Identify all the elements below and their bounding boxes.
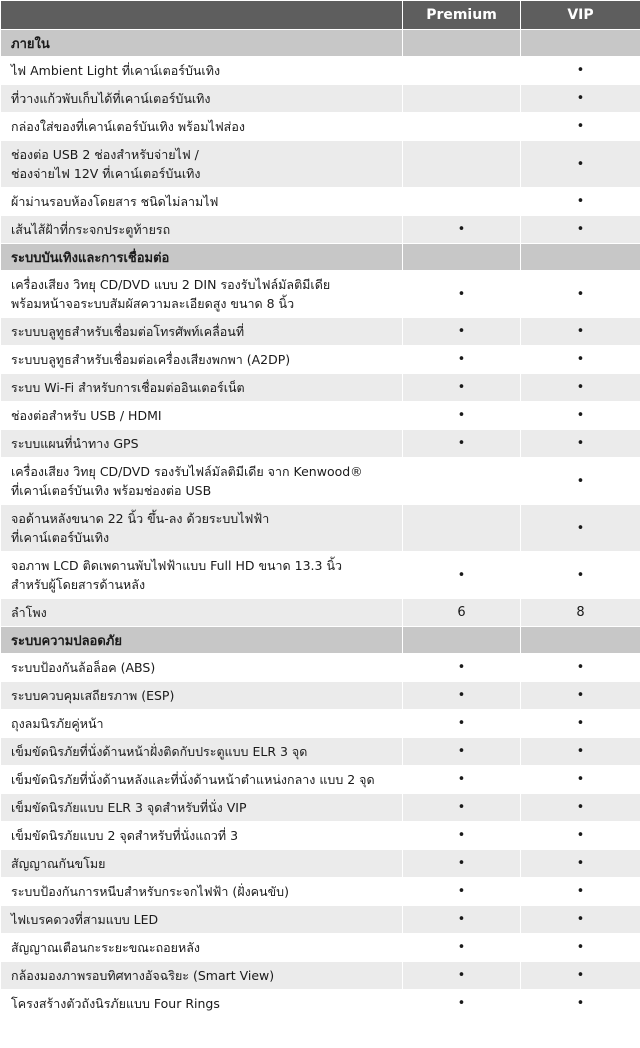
- premium-value: •: [403, 962, 521, 990]
- feature-label: [1, 430, 403, 458]
- feature-label-line: ไฟ Ambient Light ที่เคาน์เตอร์บันเทิง: [11, 63, 221, 78]
- feature-label: [1, 850, 403, 878]
- spec-body: [1, 30, 640, 1018]
- section-header-row: [1, 244, 640, 271]
- feature-label: [1, 962, 403, 990]
- feature-label-line: ช่องต่อสำหรับ USB / HDMI: [11, 408, 162, 423]
- premium-value: •: [403, 430, 521, 458]
- feature-label-line: ลำโพง: [11, 605, 47, 620]
- section-blank-vip: [521, 627, 640, 654]
- premium-value: •: [403, 934, 521, 962]
- vip-value: •: [521, 822, 640, 850]
- feature-label-line: กล้องมองภาพรอบทิศทางอัจฉริยะ (Smart View): [11, 968, 275, 983]
- table-row: [1, 682, 640, 710]
- table-row: [1, 402, 640, 430]
- premium-value: •: [403, 402, 521, 430]
- feature-label-line: ระบบป้องกันการหนีบสำหรับกระจกไฟฟ้า (ฝั่งคนขับ): [11, 884, 289, 899]
- feature-label: [1, 710, 403, 738]
- feature-label: [1, 794, 403, 822]
- table-row: [1, 599, 640, 627]
- feature-label-line: ที่วางแก้วพับเก็บได้ที่เคาน์เตอร์บันเทิง: [11, 91, 211, 106]
- premium-value: •: [403, 710, 521, 738]
- table-row: [1, 271, 640, 318]
- section-header-row: [1, 30, 640, 57]
- table-row: [1, 458, 640, 505]
- table-row: [1, 710, 640, 738]
- premium-value: [403, 141, 521, 188]
- feature-label-line: เครื่องเสียง วิทยุ CD/DVD รองรับไฟล์มัลติมีเดีย จาก Kenwood®: [11, 464, 363, 479]
- feature-label: [1, 738, 403, 766]
- feature-label-line: ระบบบลูทูธสำหรับเชื่อมต่อเครื่องเสียงพกพา (A2DP): [11, 352, 291, 367]
- vip-value: •: [521, 654, 640, 682]
- section-header-row: [1, 627, 640, 654]
- feature-label-line: ระบบบลูทูธสำหรับเชื่อมต่อโทรศัพท์เคลื่อนที่: [11, 324, 245, 339]
- vip-value: •: [521, 682, 640, 710]
- table-row: [1, 216, 640, 244]
- table-row: [1, 85, 640, 113]
- feature-label-line: สัญญาณกันขโมย: [11, 856, 106, 871]
- feature-label-line: จอภาพ LCD ติดเพดานพับไฟฟ้าแบบ Full HD ขนาด 13.3 นิ้ว: [11, 558, 343, 573]
- feature-label-line: ช่องจ่ายไฟ 12V ที่เคาน์เตอร์บันเทิง: [11, 166, 201, 181]
- vip-value: •: [521, 738, 640, 766]
- header-premium: Premium: [403, 1, 521, 30]
- feature-label-line: จอด้านหลังขนาด 22 นิ้ว ขึ้น-ลง ด้วยระบบไฟฟ้า: [11, 511, 270, 526]
- premium-value: •: [403, 654, 521, 682]
- vip-value: 8: [521, 599, 640, 627]
- table-row: [1, 374, 640, 402]
- vip-value: •: [521, 57, 640, 85]
- table-row: [1, 906, 640, 934]
- premium-value: [403, 113, 521, 141]
- table-row: [1, 141, 640, 188]
- premium-value: •: [403, 552, 521, 599]
- vip-value: •: [521, 962, 640, 990]
- premium-value: •: [403, 738, 521, 766]
- vip-value: •: [521, 934, 640, 962]
- vip-value: •: [521, 794, 640, 822]
- feature-label: [1, 654, 403, 682]
- section-blank-vip: [521, 30, 640, 57]
- vip-value: •: [521, 85, 640, 113]
- feature-label-line: โครงสร้างตัวถังนิรภัยแบบ Four Rings: [11, 996, 220, 1011]
- feature-label-line: เส้นไส้ฝ้าที่กระจกประตูท้ายรถ: [11, 222, 171, 237]
- premium-value: [403, 57, 521, 85]
- premium-value: •: [403, 271, 521, 318]
- header-row: [1, 1, 640, 30]
- feature-label: [1, 682, 403, 710]
- vip-value: •: [521, 141, 640, 188]
- vip-value: •: [521, 710, 640, 738]
- table-row: [1, 934, 640, 962]
- premium-value: •: [403, 346, 521, 374]
- table-row: [1, 318, 640, 346]
- vip-value: •: [521, 271, 640, 318]
- feature-label: [1, 141, 403, 188]
- premium-value: •: [403, 906, 521, 934]
- feature-label-line: ระบบป้องกันล้อล็อค (ABS): [11, 660, 156, 675]
- vip-value: •: [521, 878, 640, 906]
- table-row: [1, 57, 640, 85]
- feature-label: [1, 822, 403, 850]
- table-row: [1, 113, 640, 141]
- feature-label: [1, 188, 403, 216]
- feature-label-line: เข็มขัดนิรภัยที่นั่งด้านหลังและที่นั่งด้านหน้าตำแหน่งกลาง แบบ 2 จุด: [11, 772, 375, 787]
- section-title: ระบบความปลอดภัย: [1, 627, 403, 654]
- feature-label: [1, 271, 403, 318]
- vip-value: •: [521, 374, 640, 402]
- feature-label-line: สำหรับผู้โดยสารด้านหลัง: [11, 577, 146, 592]
- vip-value: •: [521, 188, 640, 216]
- feature-label: [1, 216, 403, 244]
- vip-value: •: [521, 766, 640, 794]
- premium-value: [403, 85, 521, 113]
- premium-value: •: [403, 850, 521, 878]
- vip-value: •: [521, 850, 640, 878]
- feature-label-line: ที่เคาน์เตอร์บันเทิง: [11, 530, 110, 545]
- header-vip: VIP: [521, 1, 640, 30]
- vip-value: •: [521, 113, 640, 141]
- premium-value: [403, 505, 521, 552]
- feature-label-line: เข็มขัดนิรภัยแบบ ELR 3 จุดสำหรับที่นั่ง VIP: [11, 800, 247, 815]
- premium-value: •: [403, 766, 521, 794]
- feature-label: [1, 552, 403, 599]
- premium-value: •: [403, 374, 521, 402]
- feature-label: [1, 599, 403, 627]
- premium-value: [403, 458, 521, 505]
- feature-label: [1, 57, 403, 85]
- table-row: [1, 346, 640, 374]
- table-row: [1, 766, 640, 794]
- vip-value: •: [521, 505, 640, 552]
- feature-label: [1, 934, 403, 962]
- feature-label: [1, 458, 403, 505]
- table-row: [1, 878, 640, 906]
- premium-value: •: [403, 216, 521, 244]
- feature-label-line: เข็มขัดนิรภัยแบบ 2 จุดสำหรับที่นั่งแถวที่ 3: [11, 828, 239, 843]
- table-row: [1, 822, 640, 850]
- premium-value: •: [403, 682, 521, 710]
- feature-label: [1, 113, 403, 141]
- feature-label: [1, 346, 403, 374]
- feature-label: [1, 990, 403, 1018]
- vip-value: •: [521, 906, 640, 934]
- table-row: [1, 850, 640, 878]
- premium-value: [403, 188, 521, 216]
- section-title: ระบบบันเทิงและการเชื่อมต่อ: [1, 244, 403, 271]
- section-blank-premium: [403, 244, 521, 271]
- vip-value: •: [521, 430, 640, 458]
- vip-value: •: [521, 402, 640, 430]
- feature-label-line: ที่เคาน์เตอร์บันเทิง พร้อมช่องต่อ USB: [11, 483, 212, 498]
- premium-value: •: [403, 990, 521, 1018]
- feature-label: [1, 374, 403, 402]
- premium-value: •: [403, 318, 521, 346]
- feature-label-line: เครื่องเสียง วิทยุ CD/DVD แบบ 2 DIN รองรับไฟล์มัลติมีเดีย: [11, 277, 331, 292]
- feature-label-line: พร้อมหน้าจอระบบสัมผัสความละเอียดสูง ขนาด 8 นิ้ว: [11, 296, 295, 311]
- feature-label-line: เข็มขัดนิรภัยที่นั่งด้านหน้าฝั่งติดกับประตูแบบ ELR 3 จุด: [11, 744, 308, 759]
- vip-value: •: [521, 346, 640, 374]
- vip-value: •: [521, 458, 640, 505]
- feature-label-line: ผ้าม่านรอบห้องโดยสาร ชนิดไม่ลามไฟ: [11, 194, 219, 209]
- table-row: [1, 654, 640, 682]
- feature-label: [1, 906, 403, 934]
- feature-label-line: ไฟเบรคดวงที่สามแบบ LED: [11, 912, 159, 927]
- premium-value: 6: [403, 599, 521, 627]
- table-row: [1, 505, 640, 552]
- feature-label: [1, 505, 403, 552]
- vip-value: •: [521, 216, 640, 244]
- feature-label-line: กล่องใส่ของที่เคาน์เตอร์บันเทิง พร้อมไฟส่อง: [11, 119, 245, 134]
- vip-value: •: [521, 318, 640, 346]
- premium-value: •: [403, 878, 521, 906]
- feature-label: [1, 85, 403, 113]
- feature-label-line: สัญญาณเตือนกะระยะขณะถอยหลัง: [11, 940, 200, 955]
- feature-label-line: ระบบแผนที่นำทาง GPS: [11, 436, 139, 451]
- section-blank-premium: [403, 627, 521, 654]
- header-feature-cell: [1, 1, 403, 30]
- table-row: [1, 794, 640, 822]
- feature-label-line: ถุงลมนิรภัยคู่หน้า: [11, 716, 104, 731]
- vip-value: •: [521, 990, 640, 1018]
- table-row: [1, 738, 640, 766]
- feature-label-line: ระบบ Wi-Fi สำหรับการเชื่อมต่ออินเตอร์เน็ต: [11, 380, 245, 395]
- section-blank-premium: [403, 30, 521, 57]
- vip-value: •: [521, 552, 640, 599]
- feature-label: [1, 402, 403, 430]
- table-row: [1, 990, 640, 1018]
- feature-label-line: ระบบควบคุมเสถียรภาพ (ESP): [11, 688, 175, 703]
- table-row: [1, 188, 640, 216]
- section-title: ภายใน: [1, 30, 403, 57]
- feature-label: [1, 878, 403, 906]
- premium-value: •: [403, 794, 521, 822]
- feature-label: [1, 766, 403, 794]
- premium-value: •: [403, 822, 521, 850]
- table-row: [1, 962, 640, 990]
- table-row: [1, 552, 640, 599]
- feature-label: [1, 318, 403, 346]
- section-blank-vip: [521, 244, 640, 271]
- feature-label-line: ช่องต่อ USB 2 ช่องสำหรับจ่ายไฟ /: [11, 147, 199, 162]
- table-row: [1, 430, 640, 458]
